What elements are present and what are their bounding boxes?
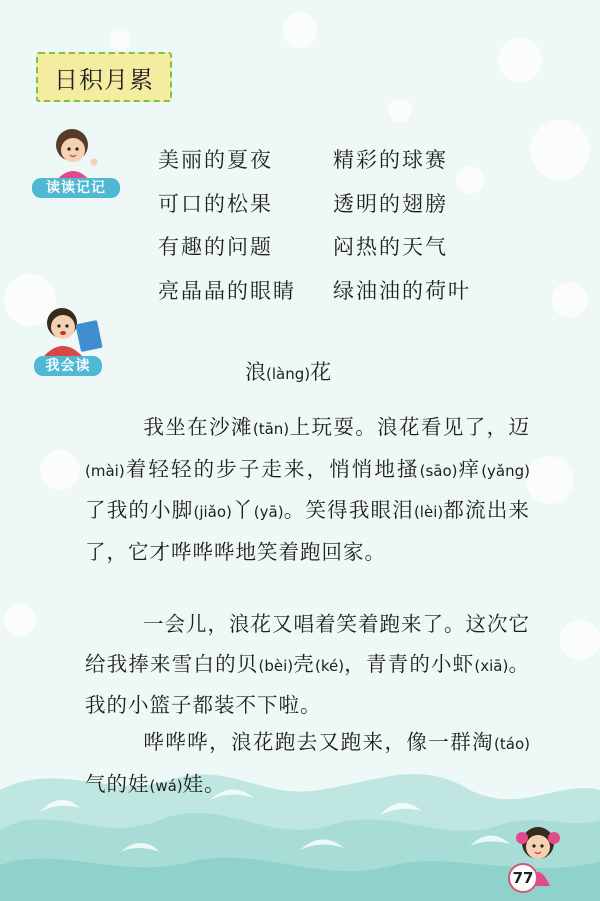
text-run: ，青青的小虾 xyxy=(344,651,475,676)
vocab-row xyxy=(158,144,471,188)
pinyin: (làng) xyxy=(266,365,311,383)
poem-paragraph-1 xyxy=(85,408,530,572)
text-run: 。笑得我眼泪 xyxy=(283,498,414,522)
section-banner xyxy=(36,52,172,102)
pinyin: (wá) xyxy=(149,776,183,795)
vocab-word: 亮晶晶的眼睛 xyxy=(158,278,296,303)
text-run: 丫 xyxy=(231,498,254,522)
pinyin: (jiǎo) xyxy=(193,503,232,521)
text-run: 。我的小篮子都装不下啦。 xyxy=(85,651,531,717)
pinyin: (lèi) xyxy=(413,503,444,521)
pinyin: (táo) xyxy=(494,735,530,753)
text-run: 上玩耍。浪花看见了，迈 xyxy=(289,415,531,439)
text-run: 一会儿，浪花又唱着笑着跑来了。这次它给我捧来雪白的贝 xyxy=(85,612,530,676)
text-run: 我坐在沙滩 xyxy=(143,415,253,439)
pinyin: (yǎng) xyxy=(481,461,531,480)
pinyin: (ké) xyxy=(314,656,345,675)
text-run: 娃。 xyxy=(182,771,226,796)
text-run: 气的娃 xyxy=(85,771,150,796)
page-number: 77 xyxy=(508,863,538,893)
vocab-row xyxy=(158,231,471,275)
text-run: 了我的小脚 xyxy=(85,498,194,522)
poem-title-char: 浪 xyxy=(245,360,266,384)
section-title: 日积月累 xyxy=(54,65,154,94)
vocab-word: 闷热的天气 xyxy=(333,235,448,259)
vocab-word: 绿油油的荷叶 xyxy=(333,278,471,303)
vocab-word: 美丽的夏夜 xyxy=(158,148,273,172)
pinyin: (mài) xyxy=(85,461,125,480)
text-run: 着轻轻的步子走来，悄悄地搔 xyxy=(124,456,420,481)
pinyin: (sāo) xyxy=(419,461,458,480)
pinyin: (bèi) xyxy=(258,656,294,675)
text-run: 痒 xyxy=(457,456,482,481)
i-can-read-badge: 我会读 xyxy=(34,356,102,376)
vocab-row xyxy=(158,188,471,232)
vocab-word: 透明的翅膀 xyxy=(333,191,448,216)
poem-paragraph-3 xyxy=(85,723,530,806)
text-run: 都流出来了，它才哗哗哗地笑着跑回家。 xyxy=(85,498,531,564)
text-run: 哗哗哗，浪花跑去又跑来，像一群淘 xyxy=(143,730,495,754)
pinyin: (yā) xyxy=(253,503,284,521)
vocab-word: 可口的松果 xyxy=(158,191,273,216)
poem-title xyxy=(245,356,331,386)
girl-figure-icon xyxy=(55,129,98,182)
poem-paragraph-2 xyxy=(85,605,530,726)
vocab-word: 精彩的球赛 xyxy=(333,148,448,172)
vocabulary-list xyxy=(158,144,471,318)
pinyin: (xiā) xyxy=(474,656,509,675)
read-and-remember-badge: 读读记记 xyxy=(32,178,120,198)
vocab-row xyxy=(158,275,471,319)
boy-figure-icon xyxy=(44,308,103,356)
pinyin: (tān) xyxy=(252,420,290,438)
vocab-word: 有趣的问题 xyxy=(158,235,273,259)
poem-title-char: 花 xyxy=(310,360,332,384)
text-run: 壳 xyxy=(293,651,315,676)
